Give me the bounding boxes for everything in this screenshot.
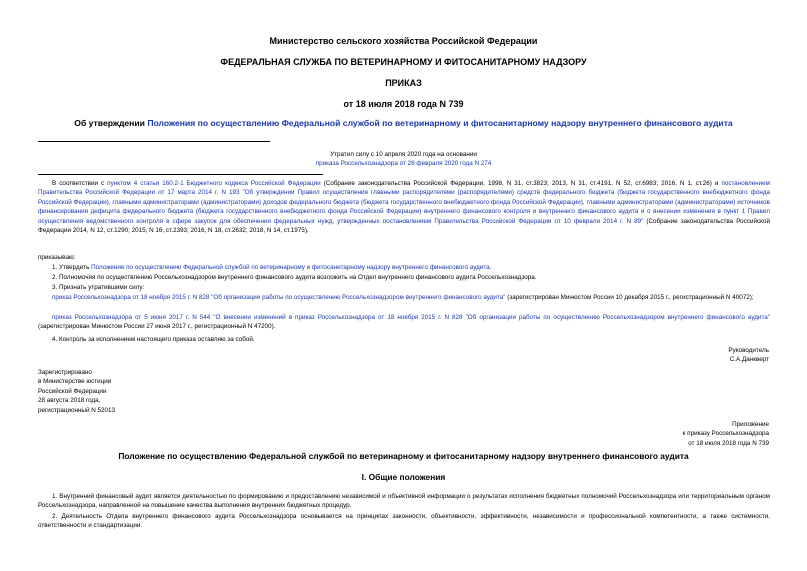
item-3b-suffix: (зарегистрирован Минюстом России 27 июня 2017 г., регистрационный N 47200).	[38, 323, 276, 331]
doc-title	[0, 118, 807, 128]
regulation-paragraph-1: 1. Внутренний финансовый аудит является деятельностью по формированию и предоставлению независимой и объективной информации о результатах исполнения бюджетных полномочий Россельхознадзора или территориальным органом Россельхознадзора, направленной на повышение качества выполнения внутренних бюджетных процедур.	[38, 493, 770, 510]
status-line-1: Утратил силу с 10 апреля 2020 года на основании	[330, 151, 477, 158]
order-544-link[interactable]: приказ Россельхознадзора от 5 июня 2017 г. N 544 "О внесении изменений в приказ Россельхознадзора от 18 ноября 2015 г. N 828 "Об организации работы по осуществлению Россельхознадзором внутреннего финансового аудита"	[52, 314, 770, 321]
doc-title-link[interactable]: Положения по осуществлению Федеральной службой по ветеринарному и фитосанитарному надзору внутреннего финансового аудита	[147, 118, 733, 128]
appendix-line: Приложение	[732, 421, 769, 428]
section-heading: I. Общие положения	[361, 472, 446, 482]
item-3: 3. Признать утратившими силу:	[52, 284, 145, 291]
orders-line: приказываю:	[38, 254, 76, 261]
item-2: 2. Полномочия по осуществлению Россельхознадзором внутреннего финансового аудита возложить на Отдел внутреннего финансового аудита Россельхознадзора.	[52, 274, 537, 281]
status-note	[0, 150, 807, 169]
item-1-suffix: .	[489, 264, 492, 271]
ministry-heading: Министерство сельского хозяйства Российской Федерации	[269, 36, 538, 46]
signature-name: С.А.Данкверт	[729, 356, 769, 364]
registration-line: в Министерстве юстиции	[38, 378, 112, 386]
item-4: 4. Контроль за исполнением настоящего приказа оставляю за собой.	[52, 336, 255, 343]
regulation-paragraph-2: 2. Деятельность Отдела внутреннего финансового аудита Россельхознадзора основывается на принципах законности, объективности, эффективности, независимости и профессиональной компетентности, а также системности, ответственности и стандартизации.	[38, 513, 770, 530]
signature-block	[728, 346, 769, 365]
registration-block	[38, 368, 115, 415]
status-divider	[38, 174, 323, 175]
registration-line: 28 августа 2018 года,	[38, 397, 101, 405]
item-1-prefix: 1. Утвердить	[52, 264, 92, 271]
item-1	[38, 263, 770, 272]
preamble-prefix: В соответствии с	[52, 180, 108, 187]
item-3a	[38, 293, 770, 302]
doc-title-prefix: Об утверждении	[74, 118, 148, 128]
registration-line: регистрационный N 52013	[38, 406, 116, 414]
appendix-line: к приказу Россельхознадзора	[682, 430, 769, 438]
appendix-block	[683, 420, 769, 448]
appendix-line: от 18 июля 2018 года N 739	[688, 439, 769, 447]
regulation-title: Положение по осуществлению Федеральной службой по ветеринарному и фитосанитарному надзору внутреннего финансового аудита	[118, 451, 689, 461]
item-3b	[38, 313, 770, 332]
service-heading: ФЕДЕРАЛЬНАЯ СЛУЖБА ПО ВЕТЕРИНАРНОМУ И ФИТОСАНИТАРНОМУ НАДЗОРУ	[220, 57, 587, 67]
status-link[interactable]: приказа Россельхознадзора от 28 февраля 2020 года N 274	[315, 160, 492, 168]
regulation-link[interactable]: Положение по осуществлению Федеральной службой по ветеринарному и фитосанитарному надзору внутреннего финансового аудита	[91, 264, 490, 271]
doc-type-heading: ПРИКАЗ	[385, 78, 422, 88]
doc-date-number: от 18 июля 2018 года N 739	[343, 99, 464, 109]
preamble-paragraph	[38, 179, 770, 235]
preamble-middle: (Собрание законодательства Российской Федерации, 1998, N 31, ст.3823; 2013, N 31, ст.4191, N 52, ст.6983; 2016, N 1, ст.26) и	[320, 180, 722, 187]
government-decree-link[interactable]: постановлением Правительства Российской Федерации от 17 марта 2014 г. N 193 "Об утверждении Правил осуществления главными распорядителями (распорядителями) средств федерального бюджета (бюджета государственного внебюджетного фонда Российской Федерации), главными администраторами (администраторами) доходов федерального бюджета (бюджета государственного внебюджетного фонда Российской Федерации), главными администраторами (администраторами) источников финансирования дефицита федерального бюджета (бюджета государственного внебюджетного фонда Российской Федерации) внутреннего финансового контроля и внутреннего финансового аудита и о внесении изменения в пункт 1 Правил осуществления ведомственного контроля в сфере закупок для обеспечения федеральных нужд, утвержденных постановлением Правительства Российской Федерации от 10 февраля 2014 г. N 89"	[38, 180, 770, 225]
registration-line: Зарегистрировано	[38, 369, 92, 376]
budget-code-link[interactable]: пунктом 4 статьи 160.2-1 Бюджетного кодекса Российской Федерации	[107, 180, 321, 187]
title-divider	[38, 141, 270, 142]
order-828-link[interactable]: приказ Россельхознадзора от 18 ноября 2015 г. N 828 "Об организации работы по осуществлению Россельхознадзором внутреннего финансового аудита"	[52, 294, 506, 301]
preamble-suffix: (Собрание законодательства Российской Федерации 2014, N 12, ст.1290; 2015, N 16, ст.2393; 2016, N 18, ст.2632; 2018, N 14, ст.1975),	[38, 217, 770, 235]
registration-line: Российской Федерации	[38, 387, 107, 395]
item-3a-suffix: (зарегистрирован Минюстом России 10 декабря 2015 г., регистрационный N 40072);	[505, 294, 754, 301]
signature-position: Руководитель	[728, 347, 769, 354]
